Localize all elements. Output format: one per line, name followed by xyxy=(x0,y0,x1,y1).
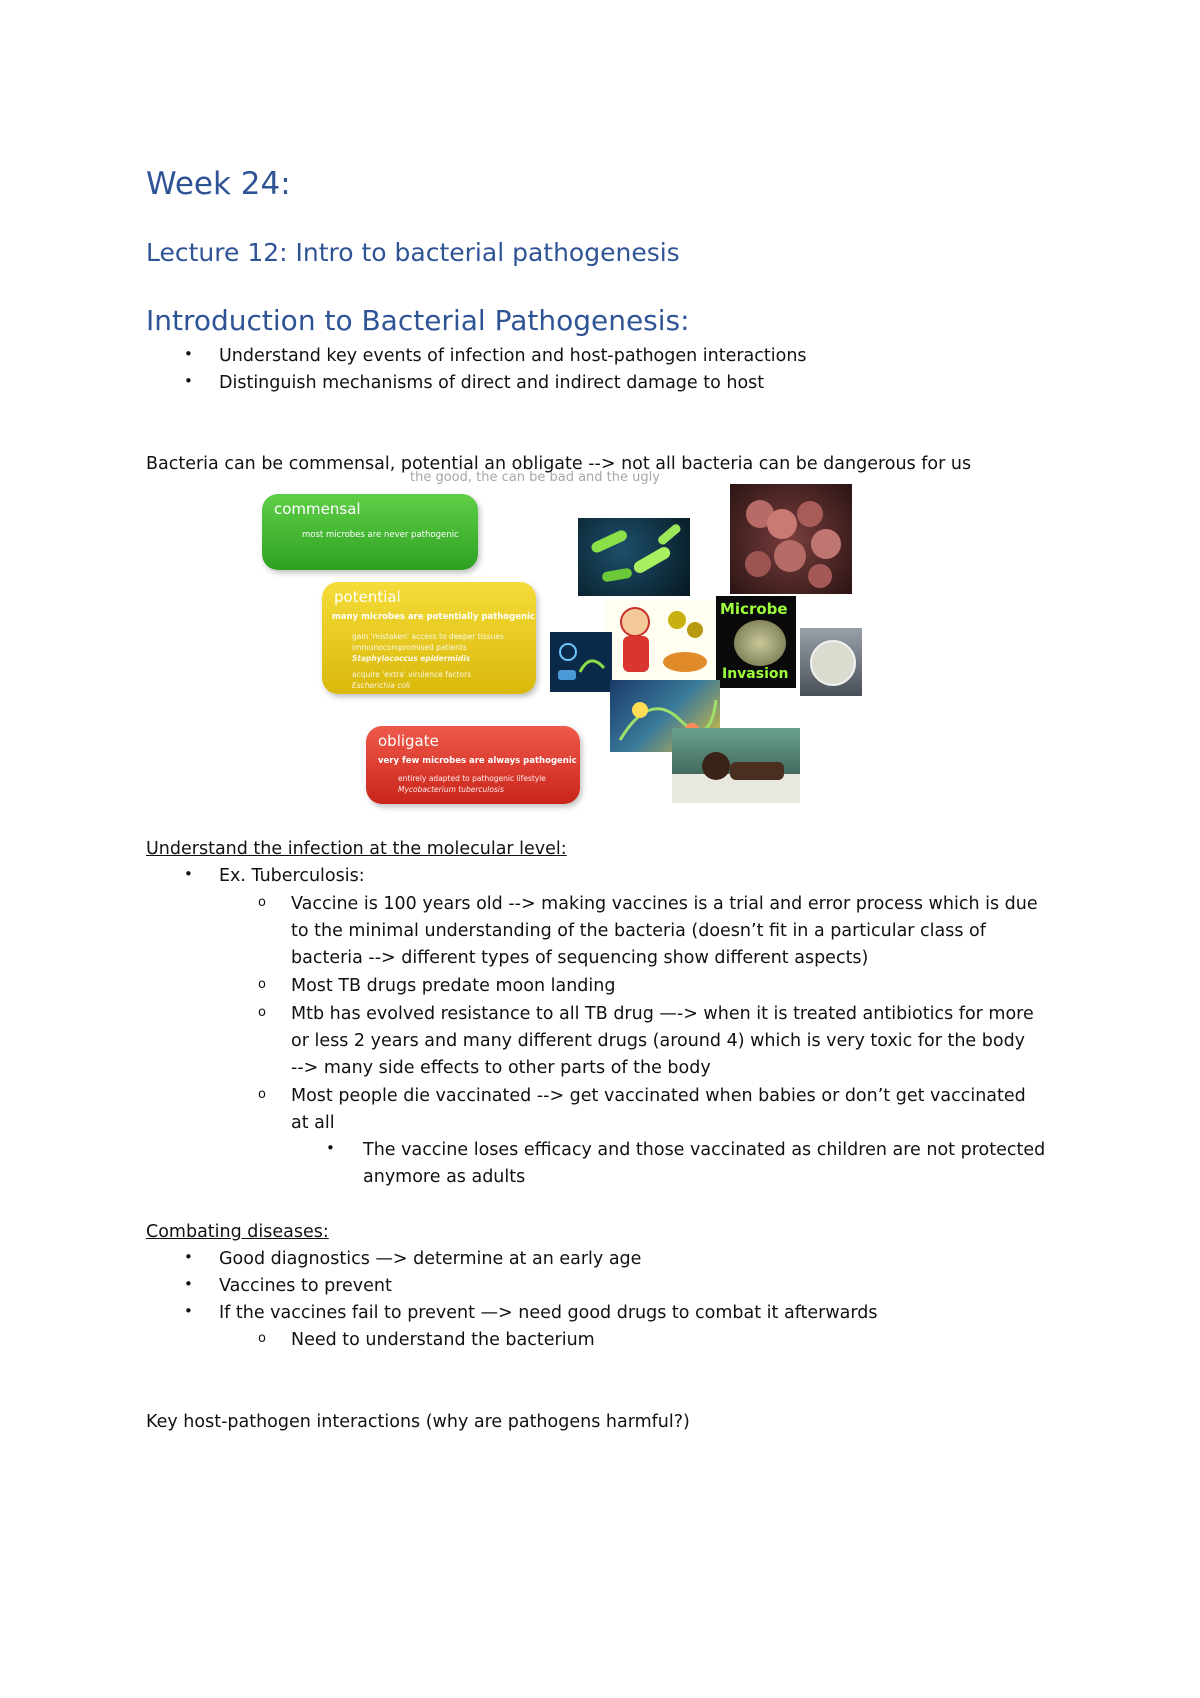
potential-line: Staphylococcus epidermidis xyxy=(352,654,471,663)
tb-point: Most people die vaccinated --> get vaccinated when babies or don’t get vaccinated xyxy=(291,1086,1026,1106)
bacteria-photo xyxy=(578,518,690,596)
intro-bullet: Distinguish mechanisms of direct and indirect damage to host xyxy=(219,373,765,393)
intro-bullet: Understand key events of infection and host-pathogen interactions xyxy=(219,346,807,366)
circle-bullet-icon: o xyxy=(258,1087,266,1102)
obligate-line: Mycobacterium tuberculosis xyxy=(398,785,504,794)
bacteria-line: Bacteria can be commensal, potential an obligate --> not all bacteria can be dangerous for us xyxy=(146,454,972,474)
sick-person-icon xyxy=(605,600,715,682)
potential-line: gain 'mistaken' access to deeper tissues xyxy=(352,632,504,641)
intro-heading: Introduction to Bacterial Pathogenesis: xyxy=(146,304,690,337)
circle-bullet-icon: o xyxy=(258,1005,266,1020)
potential-box xyxy=(322,582,536,694)
petri-dish-icon xyxy=(810,640,856,686)
bullet-icon: • xyxy=(184,345,193,363)
obscured-caption: the good, the can be bad and the ugly xyxy=(410,470,660,485)
potential-line: Escherichia coli xyxy=(352,681,411,690)
petri-dish-photo xyxy=(800,628,862,696)
molecular-heading: Understand the infection at the molecular level: xyxy=(146,839,567,859)
tb-point: Vaccine is 100 years old --> making vaccines is a trial and error process which is due xyxy=(291,894,1038,914)
tb-point: to the minimal understanding of the bacteria (doesn’t fit in a particular class of xyxy=(291,921,986,941)
tb-point: --> many side effects to other parts of the body xyxy=(291,1058,711,1078)
bullet-icon: • xyxy=(184,865,193,883)
pathogen-figure xyxy=(260,470,880,803)
potential-line: immunocompromised patients xyxy=(352,643,467,652)
tb-point: at all xyxy=(291,1113,335,1133)
cocci-cluster-icon xyxy=(730,484,852,594)
commensal-title: commensal xyxy=(274,500,361,518)
patient-icon xyxy=(672,728,800,803)
tb-point: Mtb has evolved resistance to all TB drug —-> when it is treated antibiotics for more xyxy=(291,1004,1034,1024)
tb-point: or less 2 years and many different drugs (around 4) which is very toxic for the body xyxy=(291,1031,1026,1051)
commensal-sub: most microbes are never pathogenic xyxy=(302,530,459,540)
cartoon-photo xyxy=(605,600,715,682)
tb-subpoint: anymore as adults xyxy=(363,1167,526,1187)
bullet-icon: • xyxy=(184,372,193,390)
bullet-icon: • xyxy=(184,1275,193,1293)
obligate-title: obligate xyxy=(378,732,439,750)
key-interactions-line: Key host-pathogen interactions (why are pathogens harmful?) xyxy=(146,1412,690,1432)
cocci-photo xyxy=(730,484,852,594)
circle-bullet-icon: o xyxy=(258,895,266,910)
potential-sub: many microbes are potentially pathogenic xyxy=(332,612,535,622)
commensal-box xyxy=(262,494,478,570)
bullet-icon: • xyxy=(184,1302,193,1320)
potential-title: potential xyxy=(334,588,401,606)
invasion-word: Invasion xyxy=(722,666,789,682)
combating-bullet: Good diagnostics —> determine at an early age xyxy=(219,1249,642,1269)
colony-icon xyxy=(734,620,786,666)
diagram-photo xyxy=(550,632,612,692)
patient-photo xyxy=(672,728,800,803)
tb-point: Most TB drugs predate moon landing xyxy=(291,976,616,996)
obligate-box xyxy=(366,726,580,804)
tb-example: Ex. Tuberculosis: xyxy=(219,866,365,886)
week-heading: Week 24: xyxy=(146,166,291,202)
lecture-heading: Lecture 12: Intro to bacterial pathogenesis xyxy=(146,238,680,267)
combating-bullet: Vaccines to prevent xyxy=(219,1276,392,1296)
obligate-line: entirely adapted to pathogenic lifestyle xyxy=(398,774,546,783)
tb-subpoint: The vaccine loses efficacy and those vaccinated as children are not protected xyxy=(363,1140,1046,1160)
bullet-icon: • xyxy=(326,1139,335,1157)
circle-bullet-icon: o xyxy=(258,1331,266,1346)
combating-heading: Combating diseases: xyxy=(146,1222,329,1242)
tb-point: bacteria --> different types of sequencing show different aspects) xyxy=(291,948,869,968)
bacteria-rods-icon xyxy=(578,518,690,596)
bullet-icon: • xyxy=(184,1248,193,1266)
combating-sub: Need to understand the bacterium xyxy=(291,1330,595,1350)
obligate-sub: very few microbes are always pathogenic xyxy=(378,756,577,766)
cell-diagram-icon xyxy=(550,632,612,692)
microbe-invasion-photo xyxy=(716,596,796,688)
combating-bullet: If the vaccines fail to prevent —> need good drugs to combat it afterwards xyxy=(219,1303,878,1323)
microbe-word: Microbe xyxy=(720,600,788,618)
circle-bullet-icon: o xyxy=(258,977,266,992)
potential-line: acquire 'extra' virulence factors xyxy=(352,670,472,679)
